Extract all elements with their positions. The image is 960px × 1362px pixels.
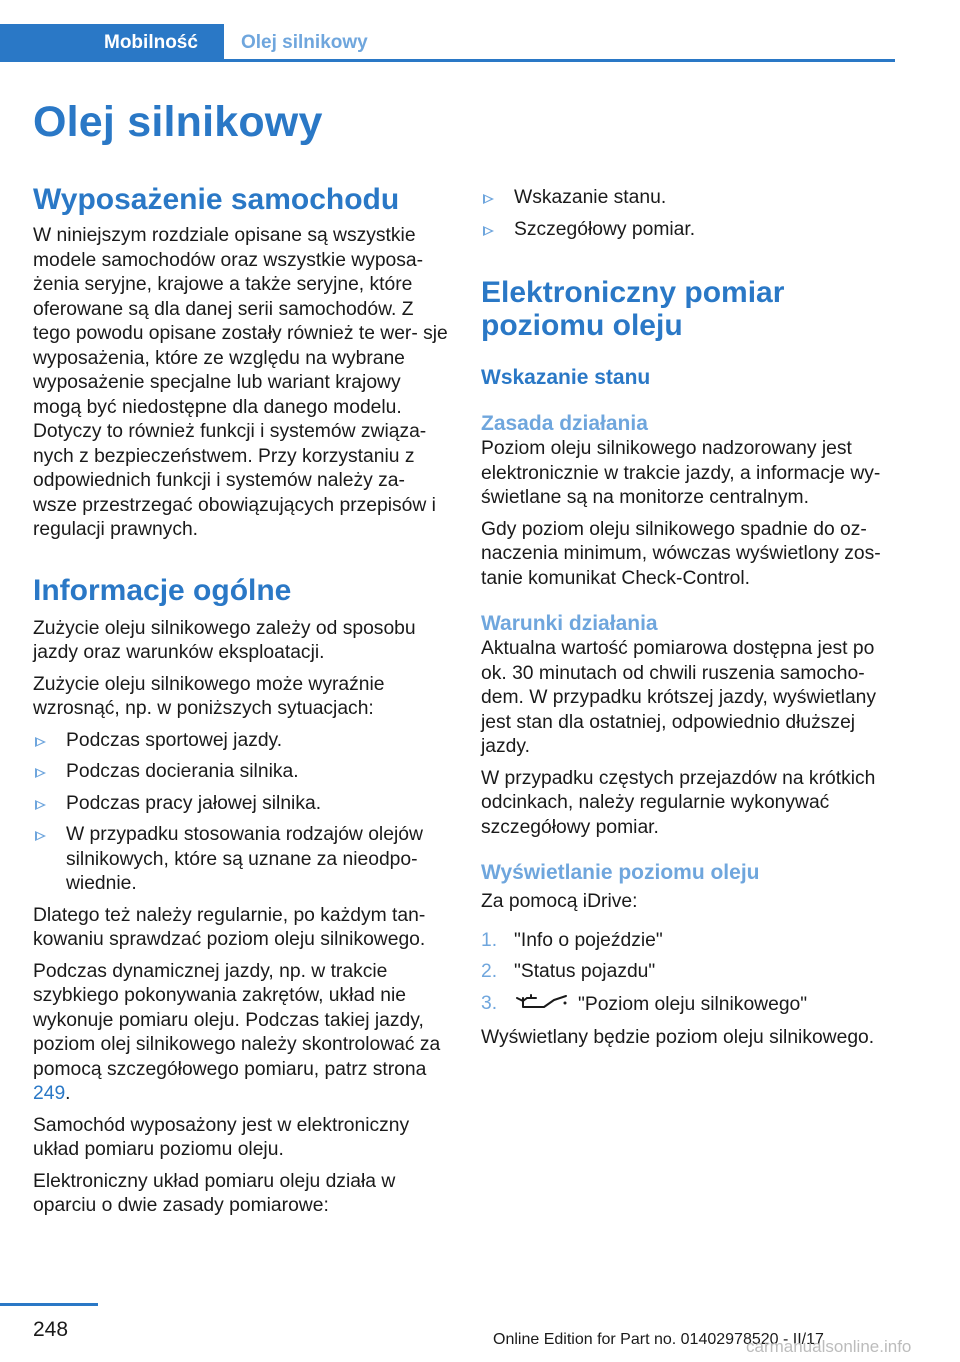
heading-wskazanie-stanu: Wskazanie stanu: [481, 366, 651, 389]
tab-olej-silnikowy[interactable]: Olej silnikowy: [241, 32, 368, 53]
bullet-list: [481, 186, 897, 242]
triangle-bullet-icon: [35, 737, 46, 747]
list-item: [33, 729, 451, 754]
paragraph: W przypadku częstych przejazdów na krótkich odcinkach, należy regularnie wykonywać szczegółowy pomiar.: [481, 767, 876, 838]
step-item: [481, 929, 897, 954]
paragraph-text: Podczas dynamicznej jazdy, np. w trakcie szybkiego pokonywania zakrętów, układ nie wykonuje pomiaru oleju. Podczas takiej jazdy, poziom olej silnikowego należy skontrolować za pomocą szczegółowego pomiaru, patrz strona: [33, 960, 441, 1080]
list-item: [481, 186, 897, 211]
paragraph: Zużycie oleju silnikowego zależy od sposobu jazdy oraz warunków eksploatacji.: [33, 617, 416, 663]
paragraph: Elektroniczny układ pomiaru oleju działa w oparciu o dwie zasady pomiarowe:: [33, 1170, 396, 1216]
list-item-text: Wskazanie stanu.: [514, 187, 667, 208]
paragraph: Dlatego też należy regularnie, po każdym tan- kowaniu sprawdzać poziom oleju silnikowego.: [33, 904, 426, 950]
heading-zasada-dzialania: Zasada działania: [481, 412, 648, 435]
triangle-bullet-icon: [35, 768, 46, 778]
paragraph-end: .: [65, 1083, 71, 1104]
page-title: Olej silnikowy: [33, 98, 323, 146]
list-item: [481, 218, 897, 243]
list-item-text: W przypadku stosowania rodzajów olejów silnikowych, które są uznane za nieodpo- wiednie.: [66, 824, 423, 894]
paragraph: Zużycie oleju silnikowego może wyraźnie wzrosnąć, np. w poniższych sytuacjach:: [33, 673, 385, 719]
paragraph: Za pomocą iDrive:: [481, 891, 638, 912]
step-text: "Info o pojeździe": [514, 929, 663, 951]
paragraph-with-link: [33, 960, 451, 1107]
heading-wyswietlanie-poziomu: Wyświetlanie poziomu oleju: [481, 861, 760, 884]
edition-note: Online Edition for Part no. 01402978520 - II/17: [493, 1331, 824, 1348]
page-number: 248: [33, 1318, 69, 1341]
step-number: 2.: [481, 961, 498, 982]
right-column: [481, 186, 897, 1058]
header-bar: [0, 0, 895, 62]
paragraph: Wyświetlany będzie poziom oleju silnikowego.: [481, 1027, 875, 1048]
list-item: [33, 823, 451, 897]
oil-can-icon: [514, 992, 568, 1020]
bullet-list: [33, 729, 451, 897]
step-number: 3.: [481, 992, 498, 1014]
footer-divider: [0, 1303, 98, 1306]
step-text: "Poziom oleju silnikowego": [578, 993, 808, 1015]
triangle-bullet-icon: [483, 226, 494, 236]
paragraph: Gdy poziom oleju silnikowego spadnie do oz- naczenia minimum, wówczas wyświetlony zos- tanie komunikat Check-Control.: [481, 518, 881, 589]
list-item-text: Podczas docierania silnika.: [66, 761, 299, 782]
step-item: [481, 960, 897, 985]
paragraph-wyposazenie: W niniejszym rozdziale opisane są wszystkie modele samochodów oraz wszystkie wyposa- żenia seryjne, krajowe a także seryjne, które oferowane są dla danej serii samochodów. Z tego powodu opisane zostały również te wer- sje wyposażenia, które ze względu na wybrane wyposażenie specjalne lub wariant krajowy mogą być niedostępne dla danego modelu. Dotyczy to również funkcji i systemów związa- nych z bezpieczeństwem. Przy korzystaniu z odpowiednich funkcji i systemów należy za- wsze przestrzegać obowiązujących przepisów i regulacji prawnych.: [33, 225, 448, 540]
tab-mobilnosc[interactable]: Mobilność: [0, 24, 224, 61]
heading-elektroniczny-pomiar: Elektroniczny pomiar poziomu oleju: [481, 276, 785, 342]
heading-wyposazenie: Wyposażenie samochodu: [33, 183, 400, 216]
header-divider: [0, 59, 895, 62]
list-item: [33, 760, 451, 785]
list-item-text: Podczas sportowej jazdy.: [66, 729, 283, 751]
page-link-249[interactable]: 249: [33, 1083, 66, 1104]
step-item: [481, 992, 897, 1020]
triangle-bullet-icon: [483, 194, 494, 204]
numbered-steps: [481, 929, 897, 1020]
paragraph: Samochód wyposażony jest w elektroniczny układ pomiaru poziomu oleju.: [33, 1114, 410, 1160]
paragraph: Poziom oleju silnikowego nadzorowany jest elektronicznie w trakcie jazdy, a informacje wy- świetlane są na monitorze centralnym.: [481, 438, 881, 508]
step-text: "Status pojazdu": [514, 961, 656, 982]
step-number: 1.: [481, 929, 498, 951]
heading-warunki-dzialania: Warunki działania: [481, 612, 658, 635]
heading-informacje-ogolne: Informacje ogólne: [33, 573, 292, 607]
list-item-text: Podczas pracy jałowej silnika.: [66, 792, 322, 814]
list-item-text: Szczegółowy pomiar.: [514, 218, 696, 240]
list-item: [33, 792, 451, 817]
paragraph: Aktualna wartość pomiarowa dostępna jest po ok. 30 minutach od chwili ruszenia samocho- dem. W przypadku krótszej jazdy, wyświetlany jest stan dla ostatniej, odpowiednio dłuższej jazdy.: [481, 638, 877, 757]
triangle-bullet-icon: [35, 800, 46, 810]
triangle-bullet-icon: [35, 831, 46, 841]
watermark: carmanualsonline.info: [746, 1337, 912, 1356]
left-column: [33, 183, 451, 1226]
